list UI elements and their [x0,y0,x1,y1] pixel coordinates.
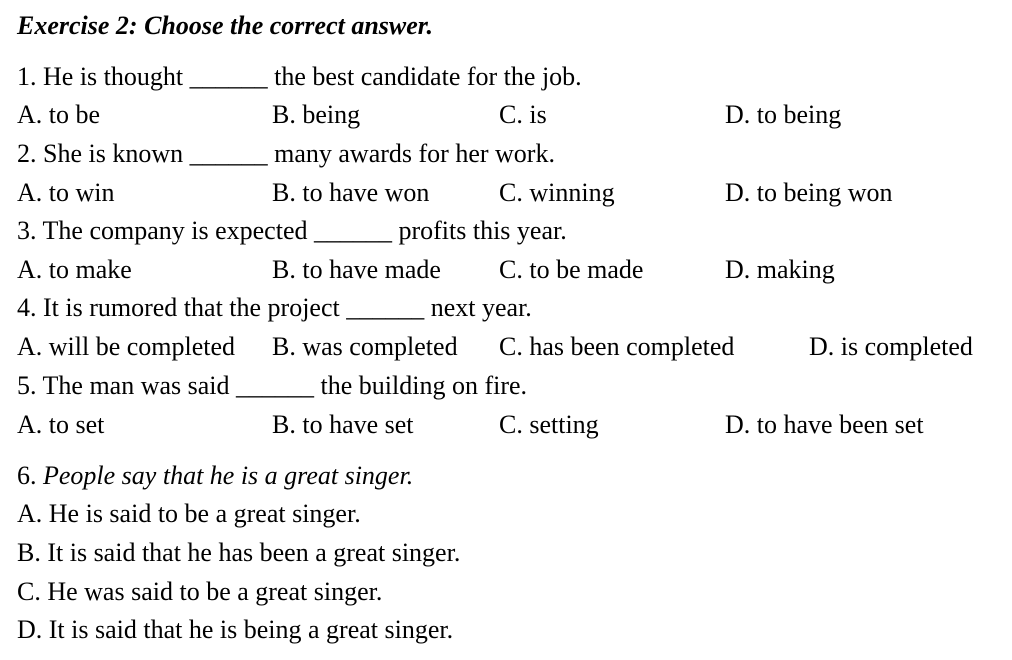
question-6-stem [17,461,413,491]
question-5-option-c[interactable]: C. setting [499,410,599,439]
question-3-option-d[interactable]: D. making [725,255,835,284]
question-4-option-b[interactable]: B. was completed [272,332,458,361]
question-1-stem: 1. He is thought ______ the best candidate for the job. [17,62,582,91]
question-6-option-a[interactable]: A. He is said to be a great singer. [17,499,361,528]
question-6-prompt: People say that he is a great singer. [43,461,414,490]
question-2-option-b[interactable]: B. to have won [272,178,430,207]
question-5-option-a[interactable]: A. to set [17,410,105,439]
exercise-title: Exercise 2: Choose the correct answer. [17,11,433,40]
question-6-option-b[interactable]: B. It is said that he has been a great singer. [17,538,461,567]
question-2-stem: 2. She is known ______ many awards for her work. [17,139,555,168]
question-4-option-c[interactable]: C. has been completed [499,332,735,361]
question-1-option-d[interactable]: D. to being [725,100,842,129]
question-1-option-b[interactable]: B. being [272,100,361,129]
question-2-option-c[interactable]: C. winning [499,178,615,207]
question-1-option-a[interactable]: A. to be [17,100,101,129]
question-6-number: 6. [17,461,37,490]
question-3-stem: 3. The company is expected ______ profits this year. [17,216,567,245]
question-4-stem: 4. It is rumored that the project ______ next year. [17,293,532,322]
question-4-option-d[interactable]: D. is completed [809,332,973,361]
question-4-option-a[interactable]: A. will be completed [17,332,236,361]
question-2-option-a[interactable]: A. to win [17,178,115,207]
question-6-option-d[interactable]: D. It is said that he is being a great singer. [17,615,454,644]
question-5-option-b[interactable]: B. to have set [272,410,414,439]
question-2-option-d[interactable]: D. to being won [725,178,893,207]
question-1-option-c[interactable]: C. is [499,100,547,129]
question-5-option-d[interactable]: D. to have been set [725,410,924,439]
question-3-option-a[interactable]: A. to make [17,255,132,284]
question-3-option-c[interactable]: C. to be made [499,255,644,284]
question-5-stem: 5. The man was said ______ the building on fire. [17,371,528,400]
question-6-option-c[interactable]: C. He was said to be a great singer. [17,577,383,606]
question-3-option-b[interactable]: B. to have made [272,255,441,284]
